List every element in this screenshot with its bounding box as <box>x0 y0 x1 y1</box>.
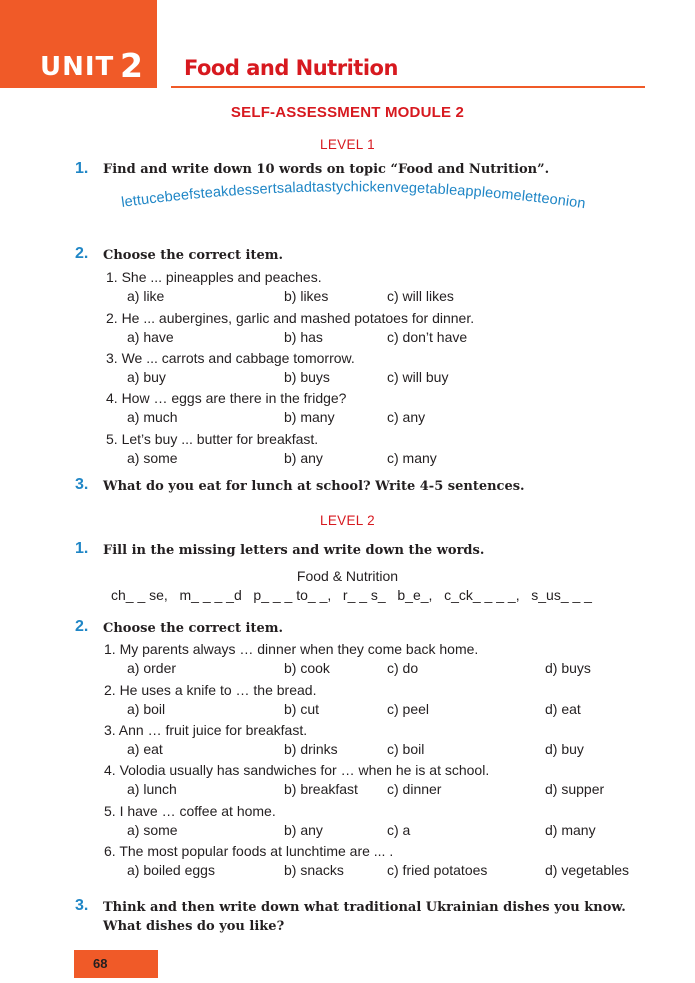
l2-task1-instruction: Fill in the missing letters and write down the words. <box>103 543 485 558</box>
l1-task1-number: 1. <box>75 160 89 177</box>
l1-q5-option-c: c) many <box>387 450 437 466</box>
unit-label: UNIT <box>40 52 115 82</box>
svg-text:lettucebeefsteakdessertsaladta <box>120 180 586 212</box>
header-divider <box>171 86 645 88</box>
unit-title: Food and Nutrition <box>184 56 398 80</box>
l2-q3-option-d: d) buy <box>545 741 584 757</box>
l2-q2-option-d: d) eat <box>545 701 581 717</box>
l1-q1-option-a: a) like <box>127 288 165 304</box>
l2-missing-letters-puzzle: ch_ _ se, m_ _ _ _d p_ _ _ to_ _, r_ _ s_ b_e_, c_ck_ _ _ _, s_us_ _ _ <box>111 587 592 603</box>
l1-q5-option-a: a) some <box>127 450 178 466</box>
level2-heading: LEVEL 2 <box>320 513 375 528</box>
l2-q4-option-c: c) dinner <box>387 781 442 797</box>
l2-question-5: 5. I have … coffee at home. <box>104 803 276 819</box>
l2-task3-instruction-line2: What dishes do you like? <box>103 919 285 934</box>
l2-q1-option-c: c) do <box>387 660 419 676</box>
l2-q1-option-a: a) order <box>127 660 177 676</box>
l1-q5-option-b: b) any <box>284 450 323 466</box>
l2-q4-option-b: b) breakfast <box>284 781 358 797</box>
l2-q6-option-c: c) fried potatoes <box>387 862 488 878</box>
l2-q1-option-b: b) cook <box>284 660 330 676</box>
l1-q2-option-c: c) don’t have <box>387 329 468 345</box>
l2-task2-number: 2. <box>75 618 89 635</box>
l1-q3-option-a: a) buy <box>127 369 166 385</box>
page-number-badge <box>74 950 158 978</box>
l2-q5-option-d: d) many <box>545 822 596 838</box>
l1-q4-option-a: a) much <box>127 409 178 425</box>
l1-q2-option-b: b) has <box>284 329 323 345</box>
l2-task3-number: 3. <box>75 897 89 914</box>
l1-task1-instruction: Find and write down 10 words on topic “Food and Nutrition”. <box>103 162 550 177</box>
l1-question-1: 1. She ... pineapples and peaches. <box>106 269 322 285</box>
l2-question-3: 3. Ann … fruit juice for breakfast. <box>104 722 308 738</box>
l2-question-1: 1. My parents always … dinner when they come back home. <box>104 641 479 657</box>
l2-task1-subtitle: Food & Nutrition <box>296 568 399 584</box>
l1-q1-option-c: c) will likes <box>387 288 454 304</box>
l2-task3-instruction-line1: Think and then write down what traditional Ukrainian dishes you know. <box>103 900 626 915</box>
l1-q3-option-c: c) will buy <box>387 369 449 385</box>
l2-task1-number: 1. <box>75 540 89 557</box>
l2-q3-option-c: c) boil <box>387 741 425 757</box>
l2-q3-option-b: b) drinks <box>284 741 338 757</box>
l1-task2-instruction: Choose the correct item. <box>103 248 284 263</box>
l1-task3-number: 3. <box>75 476 89 493</box>
level1-heading: LEVEL 1 <box>320 137 375 152</box>
l2-q4-option-a: a) lunch <box>127 781 177 797</box>
l1-question-5: 5. Let’s buy ... butter for breakfast. <box>106 431 319 447</box>
l2-q2-option-a: a) boil <box>127 701 166 717</box>
l1-task3-instruction: What do you eat for lunch at school? Write 4-5 sentences. <box>103 479 525 494</box>
l2-question-2: 2. He uses a knife to … the bread. <box>104 682 317 698</box>
l1-q2-option-a: a) have <box>127 329 174 345</box>
l2-q5-option-c: c) a <box>387 822 411 838</box>
unit-number: 2 <box>120 46 143 85</box>
l2-q4-option-d: d) supper <box>545 781 605 797</box>
l2-q5-option-a: a) some <box>127 822 178 838</box>
l2-question-4: 4. Volodia usually has sandwiches for … when he is at school. <box>104 762 490 778</box>
l2-q6-option-a: a) boiled eggs <box>127 862 215 878</box>
l2-q6-option-d: d) vegetables <box>545 862 630 878</box>
l2-q2-option-c: c) peel <box>387 701 430 717</box>
l1-q4-option-c: c) any <box>387 409 426 425</box>
page-number: 68 <box>93 956 108 971</box>
l1-q3-option-b: b) buys <box>284 369 330 385</box>
l1-q4-option-b: b) many <box>284 409 335 425</box>
module-title: SELF-ASSESSMENT MODULE 2 <box>230 104 465 121</box>
l1-question-2: 2. He ... aubergines, garlic and mashed potatoes for dinner. <box>106 310 475 326</box>
word-chain-letters: lettucebeefsteakdessertsaladtastychickenvegetableappleomeletteonion <box>120 180 587 213</box>
l1-question-3: 3. We ... carrots and cabbage tomorrow. <box>106 350 355 366</box>
l2-q6-option-b: b) snacks <box>284 862 344 878</box>
l2-q3-option-a: a) eat <box>127 741 163 757</box>
word-chain-arc <box>0 180 695 240</box>
l2-task2-instruction: Choose the correct item. <box>103 621 284 636</box>
l2-q1-option-d: d) buys <box>545 660 591 676</box>
l2-q2-option-b: b) cut <box>284 701 320 717</box>
l1-question-4: 4. How … eggs are there in the fridge? <box>106 390 347 406</box>
l1-task2-number: 2. <box>75 245 89 262</box>
l2-q5-option-b: b) any <box>284 822 323 838</box>
l2-question-6: 6. The most popular foods at lunchtime are ... . <box>104 843 394 859</box>
l1-q1-option-b: b) likes <box>284 288 329 304</box>
